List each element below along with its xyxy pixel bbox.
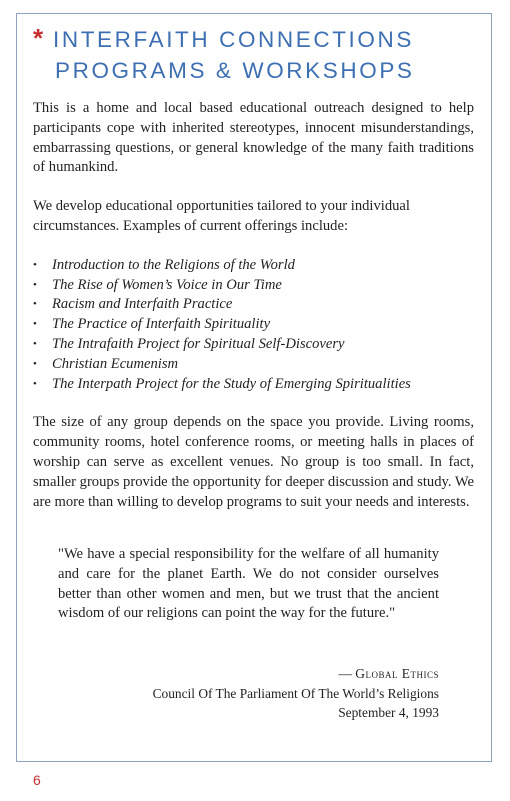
attribution-source-line [153, 664, 439, 684]
bullet-icon: • [33, 357, 37, 370]
list-item [33, 276, 474, 296]
offerings-list [33, 256, 474, 395]
offerings-intro-paragraph: We develop educational opportunities tailored to your individual circumstances. Examples of current offerings include: [33, 198, 410, 234]
group-size-paragraph: The size of any group depends on the space you provide. Living rooms, community rooms, hotel conference rooms, or meeting halls in places of worship can serve as excellent venues. No group is too small. In fact, smaller groups provide the opportunity for deeper discussion and study. We are more than willing to develop programs to suit your needs and interests. [33, 414, 474, 510]
list-item [33, 335, 474, 355]
asterisk-icon: * [33, 23, 46, 53]
title-text-1: INTERFAITH CONNECTIONS [53, 27, 414, 52]
page-number: 6 [33, 772, 41, 788]
quote-attribution [153, 664, 439, 723]
body-text [33, 99, 474, 512]
em-dash: — [338, 666, 356, 681]
offering-title: The Intrafaith Project for Spiritual Self-Discovery [52, 335, 345, 352]
offering-title: The Practice of Interfaith Spirituality [52, 316, 271, 333]
intro-paragraph: This is a home and local based educational outreach designed to help participants cope with inherited stereotypes, innocent misunderstandings, embarrassing questions, or general knowledge of the many faith traditions of humankind. [33, 100, 474, 176]
bullet-icon: • [33, 318, 37, 331]
bullet-icon: • [33, 337, 37, 350]
list-item [33, 315, 474, 335]
list-item [33, 375, 474, 395]
offering-title: Introduction to the Religions of the World [52, 256, 295, 273]
list-item [33, 295, 474, 315]
quote-block: "We have a special responsibility for the welfare of all humanity and care for the planet Earth. We do not consider ourselves better than other women and men, but we trust that the ancient wisdom of our religions can point the way for the future." [58, 546, 439, 622]
bullet-icon: • [33, 258, 37, 271]
bullet-icon: • [33, 278, 37, 291]
attribution-organization: Council Of The Parliament Of The World’s Religions [152, 685, 439, 701]
title-line-2: PROGRAMS & WORKSHOPS [55, 58, 415, 83]
offering-title: The Interpath Project for the Study of Emerging Spiritualities [52, 375, 411, 392]
page-title [33, 24, 473, 86]
title-line-1 [33, 24, 473, 55]
bullet-icon: • [33, 298, 37, 311]
list-item [33, 355, 474, 375]
offering-title: The Rise of Women’s Voice in Our Time [52, 276, 282, 293]
bullet-icon: • [33, 377, 37, 390]
attribution-source: Global Ethics [355, 666, 439, 681]
attribution-date: September 4, 1993 [338, 705, 439, 720]
offering-title: Christian Ecumenism [52, 355, 179, 372]
offering-title: Racism and Interfaith Practice [52, 296, 233, 313]
list-item [33, 256, 474, 276]
